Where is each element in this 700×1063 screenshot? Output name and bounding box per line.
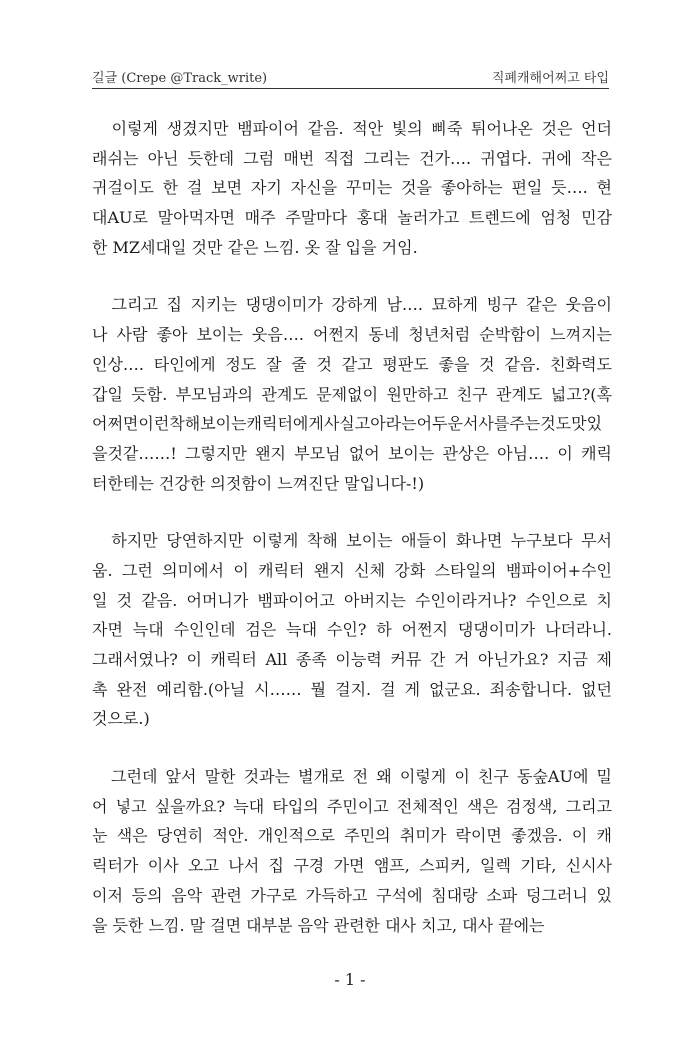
text-line: 촉 완전 예리함.(아닐 시…… 뭘 걸지. 걸 게 없군요. 죄송합니다. 없던 (92, 679, 612, 699)
text-line: 하지만 당연하지만 이렇게 착해 보이는 애들이 화나면 누구보다 무서 (92, 531, 612, 551)
header-author: 길글 (Crepe @Track_write) (92, 70, 268, 86)
text-line: 일 것 같음. 어머니가 뱀파이어고 아버지는 수인이라거나? 수인으로 치 (92, 590, 612, 610)
text-line: 그런데 앞서 말한 것과는 별개로 전 왜 이렇게 이 친구 동숲AU에 밀 (92, 767, 612, 787)
text-line: 움. 그런 의미에서 이 캐릭터 왠지 신체 강화 스타일의 뱀파이어+수인 (92, 560, 612, 580)
paragraph (92, 526, 612, 734)
text-line: 이렇게 생겼지만 뱀파이어 같음. 적안 빛의 삐죽 튀어나온 것은 언더 (92, 119, 612, 138)
text-line: 릭터가 이사 오고 나서 집 구경 가면 앰프, 스피커, 일렉 기타, 신시사 (92, 856, 612, 876)
text-line: 을 듯한 느낌. 말 걸면 대부분 음악 관련한 대사 치고, 대사 끝에는 (92, 915, 545, 935)
text-line: 갑일 듯함. 부모님과의 관계도 문제없이 원만하고 친구 관계도 넓고?(혹 (92, 384, 612, 404)
text-line: 한 MZ세대일 것만 같은 느낌. 옷 잘 입을 거임. (92, 237, 418, 257)
text-line: 그래서였나? 이 캐릭터 All 종족 이능력 커뮤 간 거 아닌가요? 지금 제 (92, 650, 612, 669)
body-text (92, 114, 612, 968)
text-line: 어쩌면이런착해보이는캐릭터에게사실고아라는어두운서사를주는것도맛있 (92, 414, 603, 434)
header-title: 직폐캐해어쩌고 타입 (491, 70, 609, 86)
text-line: 눈 색은 당연히 적안. 개인적으로 주민의 취미가 락이면 좋겠음. 이 캐 (92, 826, 612, 846)
text-line: 인상…. 타인에게 정도 잘 줄 것 같고 평판도 좋을 것 같음. 친화력도 (92, 354, 612, 374)
text-line: 터한테는 건강한 의젓함이 느껴진단 말입니다-!) (92, 473, 425, 493)
header-rule (92, 88, 609, 89)
text-line: 어 넣고 싶을까요? 늑대 타입의 주민이고 전체적인 색은 검정색, 그리고 (92, 796, 612, 816)
text-line: 그리고 집 지키는 댕댕이미가 강하게 남…. 묘하게 빙구 같은 웃음이 (92, 295, 612, 315)
page-number: - 1 - (334, 970, 366, 989)
text-line: 래쉬는 아닌 듯한데 그럼 매번 직접 그리는 건가…. 귀엽다. 귀에 작은 (92, 148, 612, 168)
text-line: 나 사람 좋아 보이는 웃음…. 어쩐지 동네 청년처럼 순박함이 느껴지는 (92, 325, 612, 345)
text-line: 대AU로 말아먹자면 매주 주말마다 홍대 놀러가고 트렌드에 엄청 민감 (92, 208, 612, 228)
text-line: 자면 늑대 수인인데 검은 늑대 수인? 하 어쩐지 댕댕이미가 나더라니. (92, 620, 612, 640)
text-line: 이저 등의 음악 관련 가구로 가득하고 구석에 침대랑 소파 덩그러니 있 (92, 885, 612, 905)
paragraph (92, 762, 612, 940)
text-line: 것으로.) (92, 709, 150, 729)
text-line: 귀걸이도 한 걸 보면 자기 자신을 꾸미는 것을 좋아하는 편일 듯…. 현 (92, 178, 612, 198)
text-line: 을것같……! 그렇지만 왠지 부모님 없어 보이는 관상은 아님…. 이 캐릭 (92, 443, 612, 463)
paragraph (92, 114, 612, 262)
paragraph (92, 290, 612, 498)
page-header (92, 66, 609, 86)
